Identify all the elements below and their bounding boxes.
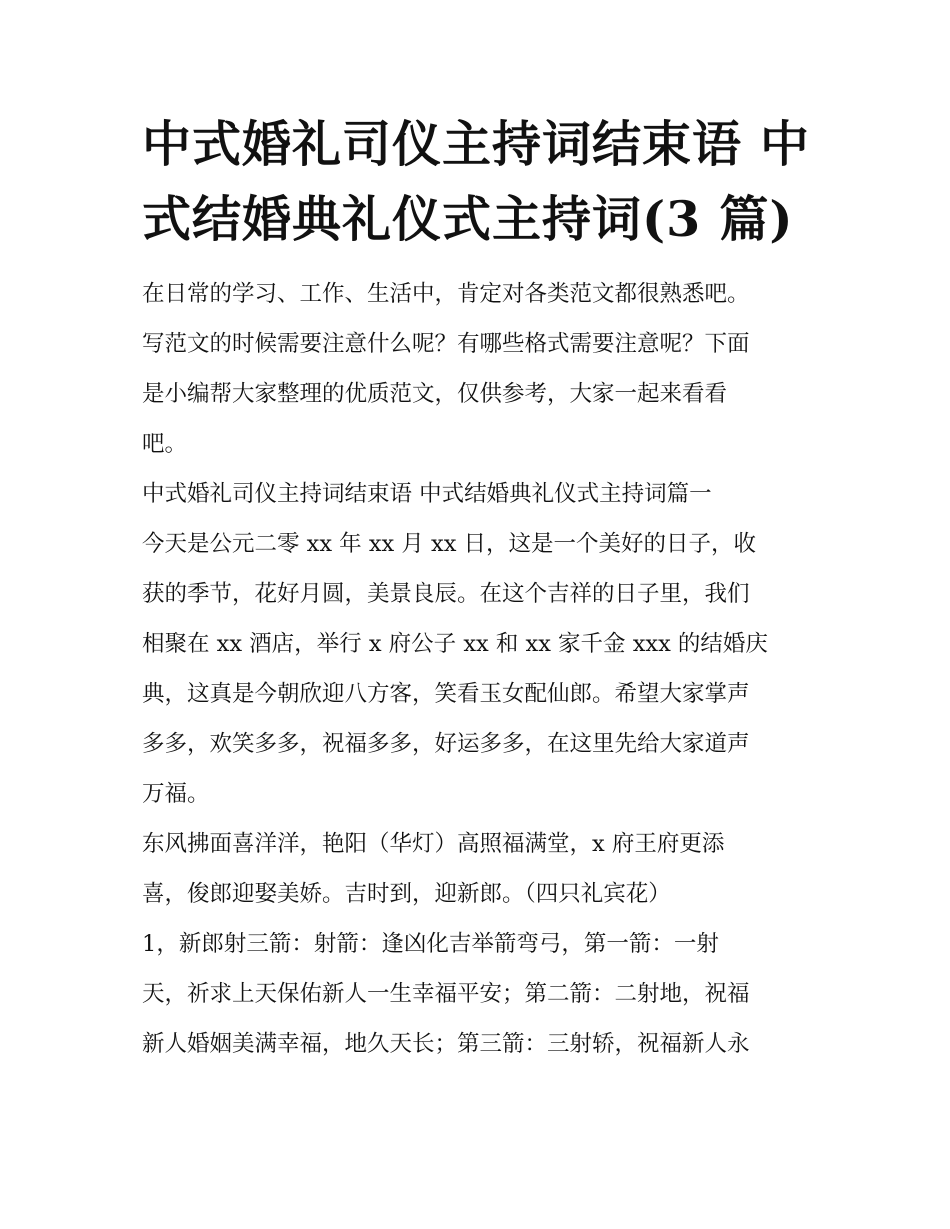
document-body bbox=[142, 269, 822, 1069]
document-page bbox=[142, 112, 822, 1069]
intro-line-1: 在日常的学习、工作、生活中，肯定对各类范文都很熟悉吧。 bbox=[142, 281, 750, 307]
body-line-10: 多多，欢笑多多，祝福多多，好运多多，在这里先给大家道声 bbox=[142, 731, 750, 757]
document-title-line-1: 中式婚礼司仪主持词结束语 中 bbox=[142, 115, 811, 173]
body-line-16: 新人婚姻美满幸福，地久天长；第三箭：三射轿，祝福新人永 bbox=[142, 1031, 750, 1057]
body-line-9: 典，这真是今朝欣迎八方客，笑看玉女配仙郎。希望大家掌声 bbox=[142, 681, 750, 707]
body-line-8: 相聚在 xx 酒店，举行 x 府公子 xx 和 xx 家千金 xxx 的结婚庆 bbox=[142, 631, 768, 657]
intro-line-4: 吧。 bbox=[142, 431, 188, 457]
body-line-6: 今天是公元二零 xx 年 xx 月 xx 日，这是一个美好的日子，收 bbox=[142, 531, 757, 557]
body-line-14: 1，新郎射三箭：射箭：逢凶化吉举箭弯弓，第一箭：一射 bbox=[142, 931, 719, 957]
document-title-line-2: 式结婚典礼仪式主持词(3 篇) bbox=[142, 190, 794, 248]
section-heading-1: 中式婚礼司仪主持词结束语 中式结婚典礼仪式主持词篇一 bbox=[142, 481, 712, 507]
body-line-13: 喜，俊郎迎娶美娇。吉时到，迎新郎。（四只礼宾花） bbox=[142, 881, 671, 907]
body-line-11: 万福。 bbox=[142, 781, 210, 807]
body-line-15: 天，祈求上天保佑新人一生幸福平安；第二箭：二射地，祝福 bbox=[142, 981, 750, 1007]
body-line-7: 获的季节，花好月圆，美景良辰。在这个吉祥的日子里，我们 bbox=[142, 581, 750, 607]
body-line-12: 东风拂面喜洋洋，艳阳（华灯）高照福满堂，x 府王府更添 bbox=[142, 831, 725, 857]
intro-line-3: 是小编帮大家整理的优质范文，仅供参考，大家一起来看看 bbox=[142, 381, 728, 407]
intro-line-2: 写范文的时候需要注意什么呢？有哪些格式需要注意呢？下面 bbox=[142, 331, 750, 357]
